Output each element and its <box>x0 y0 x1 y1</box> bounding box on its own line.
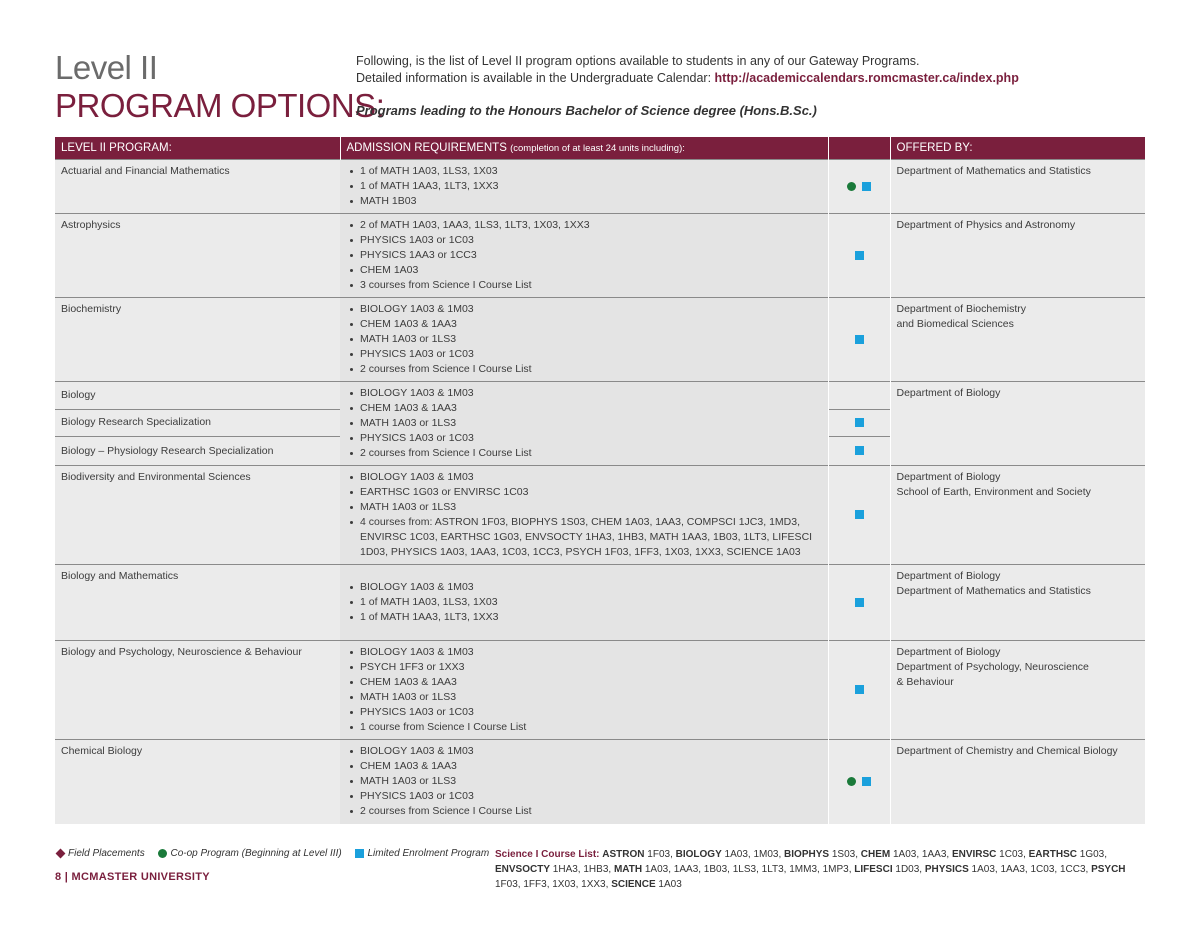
course-codes: 1A03, 1AA3, 1C03, 1CC3, <box>971 864 1089 875</box>
field-placement-diamond-icon <box>56 848 66 858</box>
program-icons <box>828 641 890 740</box>
requirement-item: 2 of MATH 1A03, 1AA3, 1LS3, 1LT3, 1X03, 1XX3 <box>348 218 822 233</box>
offered-by-line: Department of Biochemistry <box>896 303 1027 315</box>
course-subject: ASTRON <box>602 849 645 860</box>
requirement-item: MATH 1A03 or 1LS3 <box>348 774 822 789</box>
requirement-item: PHYSICS 1A03 or 1C03 <box>348 705 822 720</box>
requirement-item: 1 course from Science I Course List <box>348 720 822 735</box>
requirement-item: BIOLOGY 1A03 & 1M03 <box>348 302 822 317</box>
page-footer <box>55 871 210 883</box>
intro-line-1: Following, is the list of Level II program options available to students in any of our Gateway Programs. <box>356 54 920 68</box>
course-list-label: Science I Course List: <box>495 849 600 860</box>
requirement-item: BIOLOGY 1A03 & 1M03 <box>348 386 822 401</box>
requirement-item: CHEM 1A03 <box>348 263 822 278</box>
limited-enrolment-square-icon <box>855 335 864 344</box>
coop-circle-icon <box>847 777 856 786</box>
limited-enrolment-square-icon <box>855 685 864 694</box>
legend-limited-label: Limited Enrolment Program <box>367 848 490 859</box>
requirement-item: MATH 1A03 or 1LS3 <box>348 500 822 515</box>
intro-text <box>356 53 1019 87</box>
calendar-link[interactable]: http://academiccalendars.romcmaster.ca/index.php <box>714 71 1019 85</box>
page-title-program-options: PROGRAM OPTIONS: <box>55 87 385 124</box>
requirement-item: BIOLOGY 1A03 & 1M03 <box>348 645 822 660</box>
admission-requirements <box>340 214 828 298</box>
requirement-item: MATH 1A03 or 1LS3 <box>348 690 822 705</box>
requirement-item: 2 courses from Science I Course List <box>348 804 822 819</box>
coop-circle-icon <box>158 849 167 858</box>
program-name: Biology and Psychology, Neuroscience & Behaviour <box>55 641 340 740</box>
header-admission-label: ADMISSION REQUIREMENTS <box>346 142 507 154</box>
program-icons <box>828 740 890 824</box>
admission-requirements <box>340 382 828 466</box>
course-codes: 1C03, <box>999 849 1026 860</box>
requirement-item: BIOLOGY 1A03 & 1M03 <box>348 470 822 485</box>
offered-by-line: and Biomedical Sciences <box>896 318 1014 330</box>
requirement-item: BIOLOGY 1A03 & 1M03 <box>348 580 822 595</box>
program-name: Biology Research Specialization <box>55 409 340 437</box>
requirement-item: MATH 1A03 or 1LS3 <box>348 416 822 431</box>
header-icons <box>828 137 890 160</box>
table-row <box>55 382 1145 410</box>
requirement-item: MATH 1A03 or 1LS3 <box>348 332 822 347</box>
program-name: Biology <box>55 382 340 410</box>
limited-enrolment-square-icon <box>862 777 871 786</box>
course-codes: 1F03, <box>647 849 673 860</box>
requirement-item: PHYSICS 1A03 or 1C03 <box>348 431 822 446</box>
intro-line-2 <box>356 70 1019 87</box>
offered-by-line: Department of Mathematics and Statistics <box>896 585 1091 597</box>
requirement-item: 2 courses from Science I Course List <box>348 446 822 461</box>
offered-by <box>890 565 1145 641</box>
requirement-item: CHEM 1A03 & 1AA3 <box>348 759 822 774</box>
table-row <box>55 298 1145 382</box>
table-row <box>55 160 1145 214</box>
course-subject: BIOPHYS <box>784 849 830 860</box>
footer-separator: | <box>64 871 69 883</box>
admission-requirements <box>340 740 828 824</box>
requirement-item: CHEM 1A03 & 1AA3 <box>348 317 822 332</box>
table-row <box>55 466 1145 565</box>
page-title-level: Level II <box>55 49 158 86</box>
requirement-item: EARTHSC 1G03 or ENVIRSC 1C03 <box>348 485 822 500</box>
requirement-item: PHYSICS 1AA3 or 1CC3 <box>348 248 822 263</box>
course-codes: 1A03, 1AA3, <box>893 849 950 860</box>
header-admission-requirements <box>340 137 828 160</box>
offered-by-line: Department of Mathematics and Statistics <box>896 165 1091 177</box>
requirement-item: 2 courses from Science I Course List <box>348 362 822 377</box>
limited-enrolment-square-icon <box>855 418 864 427</box>
course-codes: 1D03, <box>895 864 923 875</box>
header-admission-note: (completion of at least 24 units including): <box>510 143 685 154</box>
program-name: Biodiversity and Environmental Sciences <box>55 466 340 565</box>
program-icons <box>828 160 890 214</box>
course-subject: LIFESCI <box>854 864 893 875</box>
requirement-item: 3 courses from Science I Course List <box>348 278 822 293</box>
requirement-item: 1 of MATH 1A03, 1LS3, 1X03 <box>348 595 822 610</box>
requirement-item: 4 courses from: ASTRON 1F03, BIOPHYS 1S03, CHEM 1A03, 1AA3, COMPSCI 1JC3, 1MD3, ENVIRSC 1C03, EARTHSC 1G03, ENVSOCTY 1HA3, 1HB3, MATH 1AA3, 1B03, 1LT3, LIFESCI 1D03, PHYSICS 1A03, 1AA3, 1C03, 1CC3, PSYCH 1F03, 1FF3, 1X03, 1XX3, SCIENCE 1A03 <box>348 515 822 560</box>
offered-by <box>890 641 1145 740</box>
admission-requirements <box>340 298 828 382</box>
offered-by-line: Department of Biology <box>896 471 1001 483</box>
program-name: Astrophysics <box>55 214 340 298</box>
requirement-item: PSYCH 1FF3 or 1XX3 <box>348 660 822 675</box>
offered-by <box>890 160 1145 214</box>
program-icons <box>828 565 890 641</box>
course-subject: EARTHSC <box>1028 849 1077 860</box>
legend-coop <box>155 848 341 859</box>
program-name: Chemical Biology <box>55 740 340 824</box>
legend-limited <box>352 848 489 859</box>
program-icons <box>828 466 890 565</box>
legend-field-placements-label: Field Placements <box>68 848 145 859</box>
program-icons <box>828 298 890 382</box>
limited-enrolment-square-icon <box>355 849 364 858</box>
program-icons <box>828 409 890 437</box>
table-row <box>55 641 1145 740</box>
course-codes: 1A03 <box>658 879 682 890</box>
offered-by-line: Department of Biology <box>896 570 1001 582</box>
requirement-item: 1 of MATH 1AA3, 1LT3, 1XX3 <box>348 179 822 194</box>
course-subject: BIOLOGY <box>675 849 722 860</box>
offered-by <box>890 466 1145 565</box>
legend-coop-label: Co-op Program (Beginning at Level III) <box>170 848 342 859</box>
header-level-ii-program: LEVEL II PROGRAM: <box>55 137 340 160</box>
offered-by <box>890 740 1145 824</box>
header-offered-by: OFFERED BY: <box>890 137 1145 160</box>
admission-requirements <box>340 641 828 740</box>
requirement-item: CHEM 1A03 & 1AA3 <box>348 675 822 690</box>
legend-field-placements <box>55 848 145 859</box>
program-name: Biology and Mathematics <box>55 565 340 641</box>
requirement-item: 1 of MATH 1AA3, 1LT3, 1XX3 <box>348 610 822 625</box>
intro-line-2-prefix: Detailed information is available in the Undergraduate Calendar: <box>356 71 715 85</box>
course-codes: 1A03, 1AA3, 1B03, 1LS3, 1LT3, 1MM3, 1MP3, <box>644 864 852 875</box>
offered-by <box>890 214 1145 298</box>
program-icons <box>828 437 890 466</box>
offered-by <box>890 382 1145 466</box>
offered-by-line: Department of Biology <box>896 387 1001 399</box>
course-codes: 1G03, <box>1079 849 1108 860</box>
coop-circle-icon <box>847 182 856 191</box>
requirement-item: 1 of MATH 1A03, 1LS3, 1X03 <box>348 164 822 179</box>
legend <box>55 848 497 859</box>
admission-requirements <box>340 565 828 641</box>
table-row <box>55 740 1145 824</box>
course-codes: 1F03, 1FF3, 1X03, 1XX3, <box>495 879 609 890</box>
admission-requirements <box>340 466 828 565</box>
page-number: 8 <box>55 871 62 883</box>
course-subject: MATH <box>613 864 643 875</box>
limited-enrolment-square-icon <box>855 598 864 607</box>
table-row <box>55 565 1145 641</box>
program-name: Biology – Physiology Research Specialization <box>55 437 340 466</box>
offered-by-line: Department of Psychology, Neuroscience <box>896 661 1089 673</box>
admission-requirements <box>340 160 828 214</box>
program-icons <box>828 214 890 298</box>
limited-enrolment-square-icon <box>855 510 864 519</box>
table-row <box>55 214 1145 298</box>
offered-by-line: Department of Chemistry and Chemical Biology <box>896 745 1118 757</box>
requirement-item: BIOLOGY 1A03 & 1M03 <box>348 744 822 759</box>
offered-by-line: Department of Physics and Astronomy <box>896 219 1076 231</box>
limited-enrolment-square-icon <box>855 251 864 260</box>
course-subject: PHYSICS <box>924 864 969 875</box>
course-codes: 1S03, <box>831 849 858 860</box>
requirement-item: PHYSICS 1A03 or 1C03 <box>348 347 822 362</box>
footer-university: MCMASTER UNIVERSITY <box>71 871 210 883</box>
program-name: Actuarial and Financial Mathematics <box>55 160 340 214</box>
offered-by <box>890 298 1145 382</box>
program-icons <box>828 382 890 410</box>
limited-enrolment-square-icon <box>862 182 871 191</box>
program-name: Biochemistry <box>55 298 340 382</box>
course-subject: ENVSOCTY <box>495 864 551 875</box>
offered-by-line: & Behaviour <box>896 676 954 688</box>
offered-by-line: Department of Biology <box>896 646 1001 658</box>
table-header-row <box>55 137 1145 160</box>
offered-by-line: School of Earth, Environment and Society <box>896 486 1091 498</box>
course-codes: 1HA3, 1HB3, <box>552 864 612 875</box>
program-options-table <box>55 137 1146 824</box>
requirement-item: PHYSICS 1A03 or 1C03 <box>348 789 822 804</box>
course-subject: CHEM <box>860 849 891 860</box>
limited-enrolment-square-icon <box>855 446 864 455</box>
requirement-item: PHYSICS 1A03 or 1C03 <box>348 233 822 248</box>
degree-subheading: Programs leading to the Honours Bachelor of Science degree (Hons.B.Sc.) <box>356 103 817 118</box>
course-codes: 1A03, 1M03, <box>724 849 782 860</box>
science-i-course-list <box>495 847 1150 892</box>
course-subject: SCIENCE <box>611 879 656 890</box>
requirement-item: CHEM 1A03 & 1AA3 <box>348 401 822 416</box>
requirement-item: MATH 1B03 <box>348 194 822 209</box>
course-subject: ENVIRSC <box>951 849 997 860</box>
course-subject: PSYCH <box>1091 864 1126 875</box>
